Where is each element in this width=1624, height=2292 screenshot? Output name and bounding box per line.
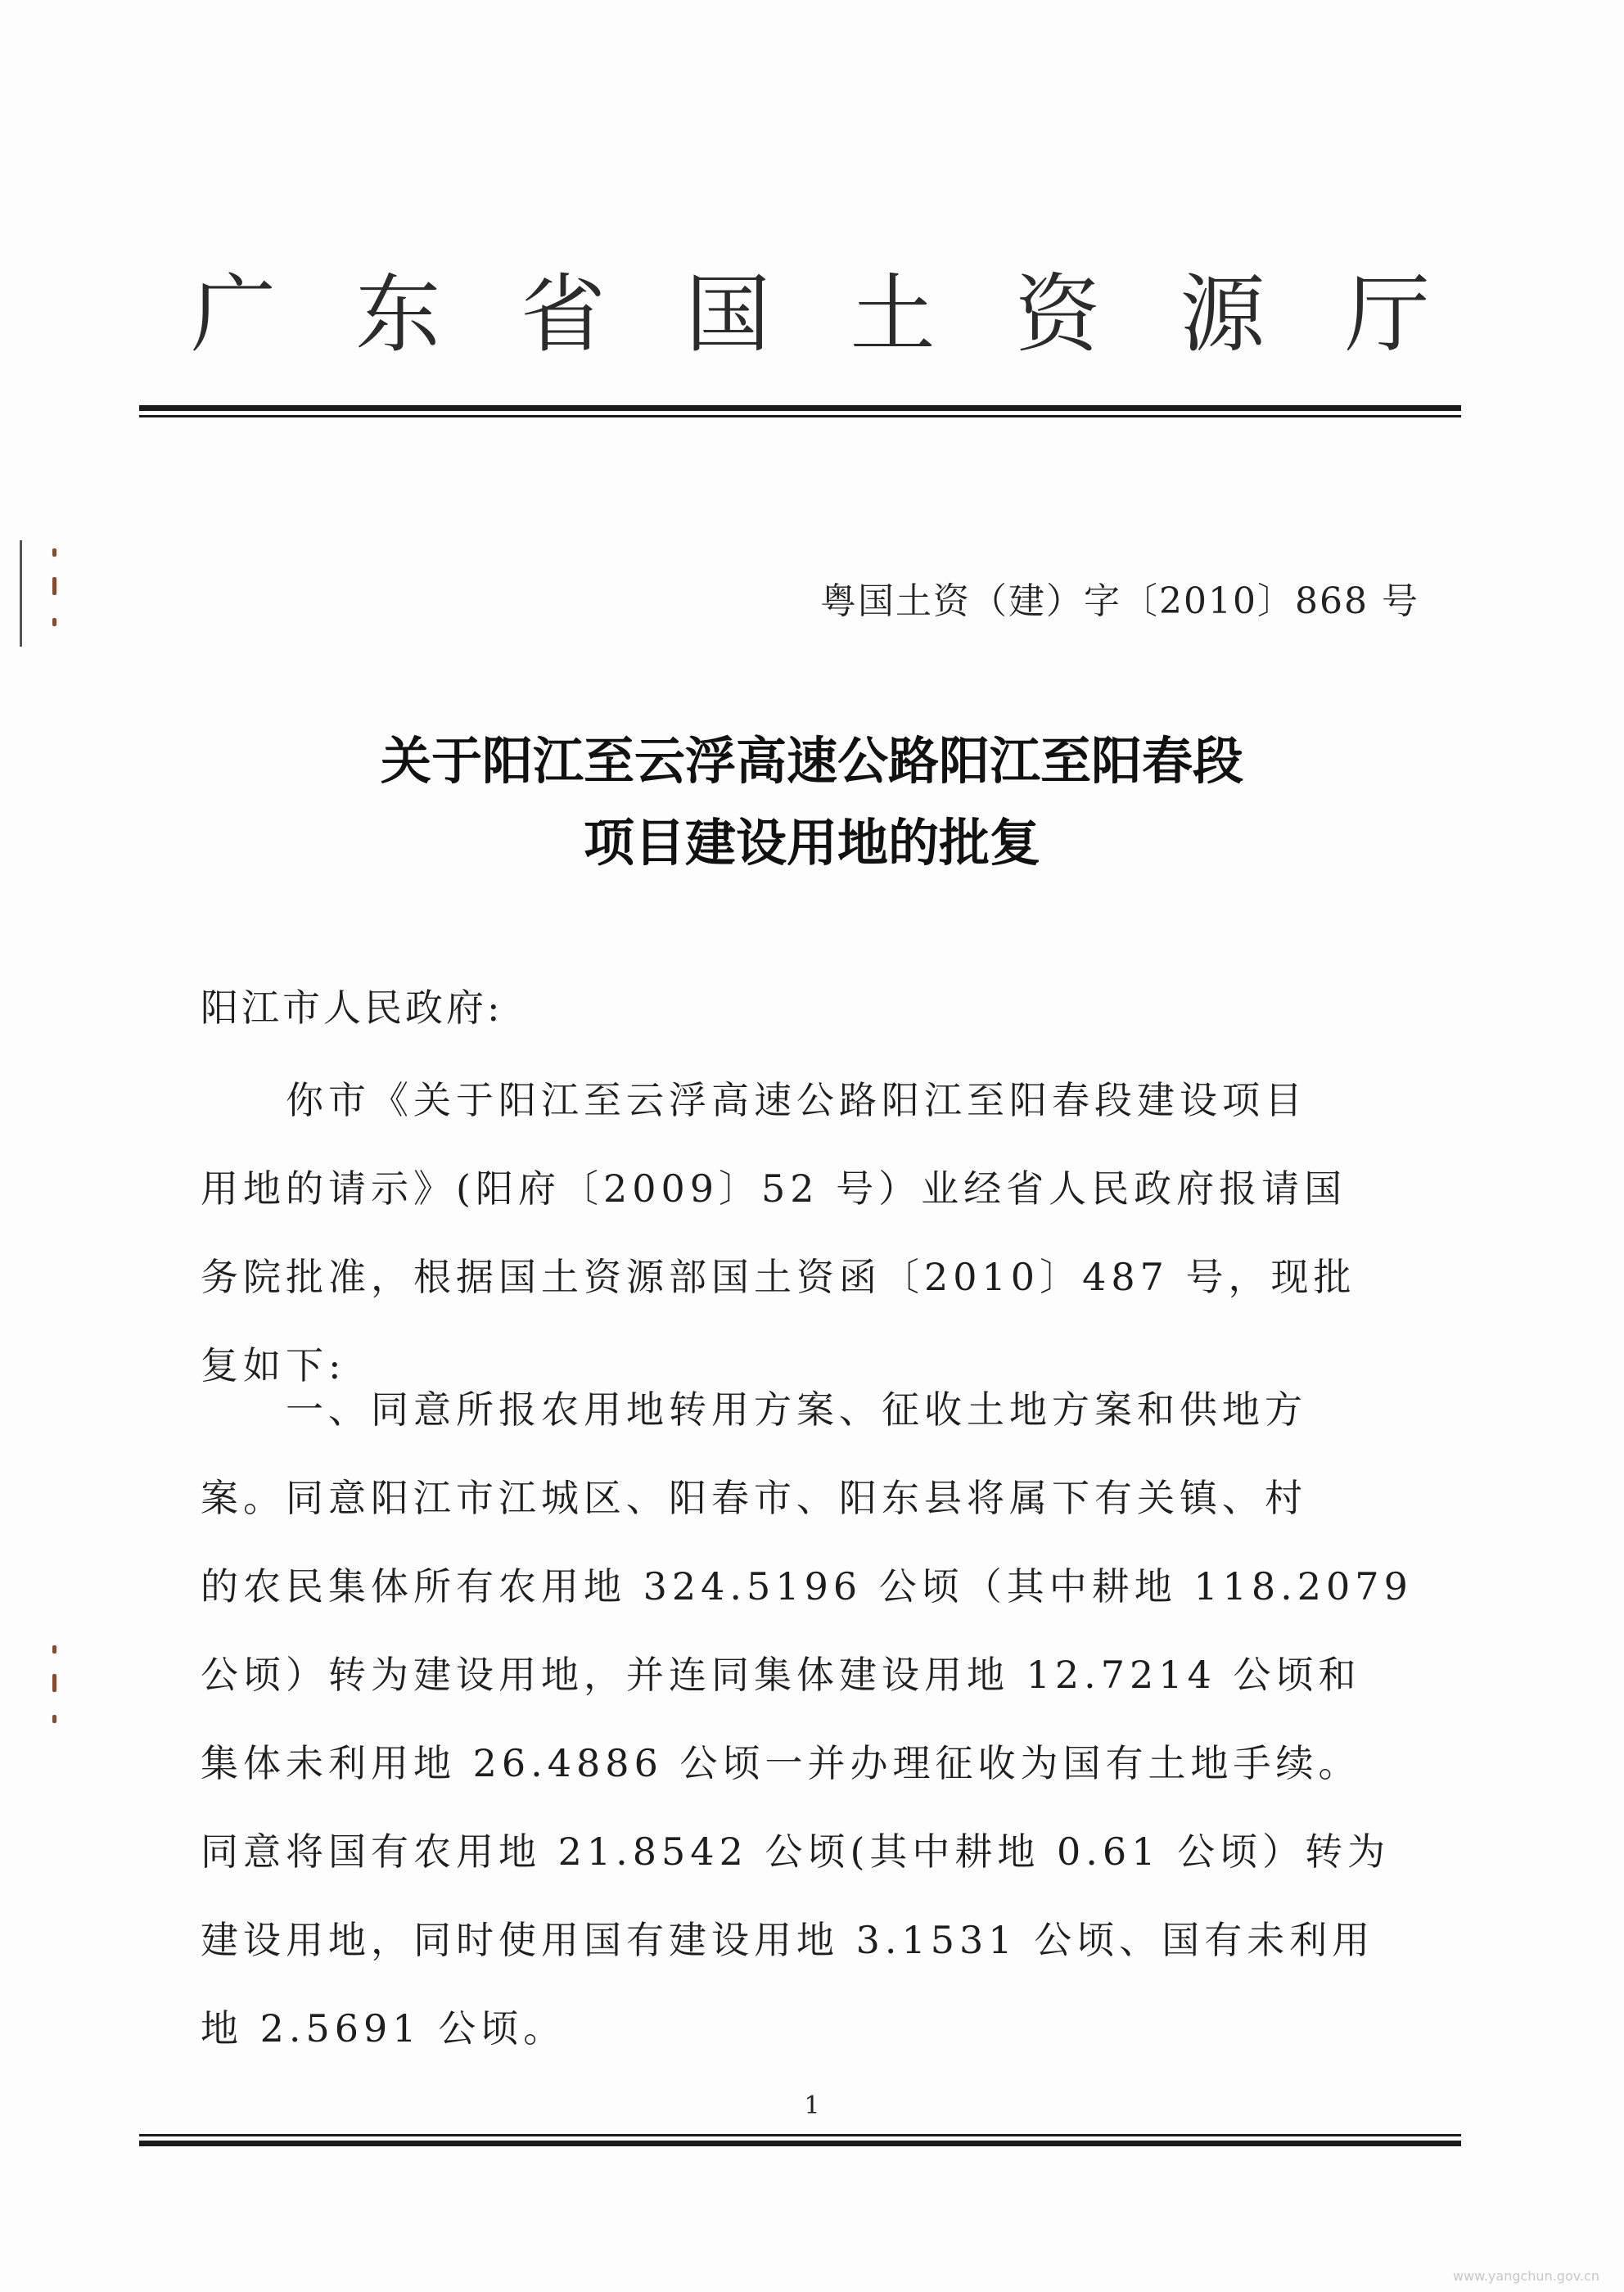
document-title-line-1: 关于阳江至云浮高速公路阳江至阳春段 <box>380 731 1243 791</box>
letterhead <box>188 246 1432 368</box>
paragraph-line: 一、同意所报农用地转用方案、征收土地方案和供地方 <box>201 1387 1307 1432</box>
page-number: 1 <box>804 2091 820 2120</box>
footer-rule <box>139 2134 1461 2146</box>
letterhead-rule <box>139 405 1461 417</box>
paragraph-line: 地 2.5691 公顷。 <box>201 2006 566 2051</box>
binding-mark <box>16 540 65 647</box>
letterhead-char: 源 <box>1180 264 1265 364</box>
paragraph-request <box>201 1056 1428 1410</box>
paragraph-line: 集体未利用地 26.4886 公顷一并办理征收为国有土地手续。 <box>201 1741 1361 1785</box>
letterhead-char: 厅 <box>1344 264 1430 364</box>
paragraph-line: 案。同意阳江市江城区、阳春市、阳东县将属下有关镇、村 <box>201 1476 1307 1520</box>
document-number: 粤国土资（建）字〔2010〕868 号 <box>820 580 1419 622</box>
paragraph-line: 同意将国有农用地 21.8542 公顷(其中耕地 0.61 公顷）转为 <box>201 1830 1391 1874</box>
paragraph-line: 复如下: <box>201 1343 346 1387</box>
paragraph-line: 用地的请示》(阳府〔2009〕52 号）业经省人民政府报请国 <box>201 1166 1347 1211</box>
paragraph-line: 公顷）转为建设用地，并连同集体建设用地 12.7214 公顷和 <box>201 1653 1361 1697</box>
paragraph-line: 的农民集体所有农用地 324.5196 公顷（其中耕地 118.2079 <box>201 1564 1413 1608</box>
site-watermark: www.yangchun.gov.cn <box>1453 2268 1599 2284</box>
letterhead-char: 广 <box>190 264 276 364</box>
addressee: 阳江市人民政府: <box>201 986 503 1030</box>
paragraph-line: 你市《关于阳江至云浮高速公路阳江至阳春段建设项目 <box>201 1078 1307 1122</box>
paragraph-line: 建设用地，同时使用国有建设用地 3.1531 公顷、国有未利用 <box>201 1918 1375 1962</box>
letterhead-char: 省 <box>520 264 606 364</box>
letterhead-char: 国 <box>685 264 771 364</box>
letterhead-char: 资 <box>1015 264 1101 364</box>
paragraph-line: 务院批准，根据国土资源部国土资函〔2010〕487 号，现批 <box>201 1255 1356 1299</box>
paragraph-approval-item-1 <box>201 1365 1428 2073</box>
letterhead-char: 东 <box>355 264 441 364</box>
binding-mark <box>16 1637 65 1744</box>
letterhead-char: 土 <box>850 264 936 364</box>
document-title-line-2: 项目建设用地的批复 <box>583 813 1040 873</box>
